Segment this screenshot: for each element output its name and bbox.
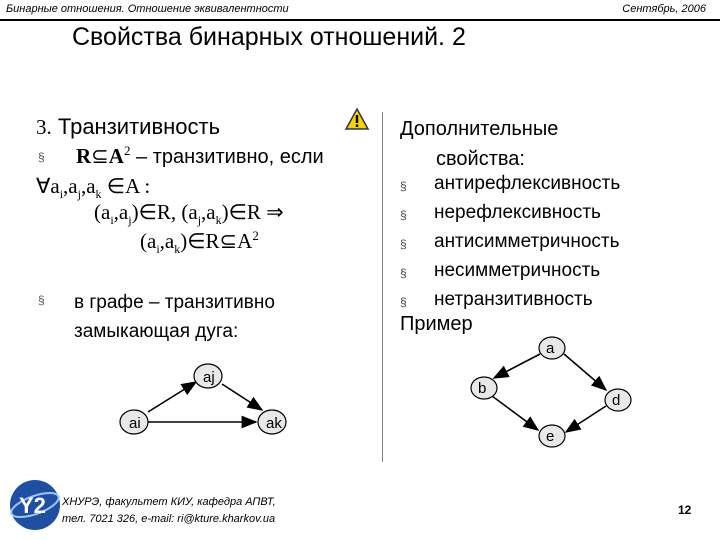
example-graph <box>460 332 650 452</box>
node-label-b: b <box>478 380 487 397</box>
bullet-marker: § <box>400 208 407 222</box>
transitivity-section-title <box>36 114 376 140</box>
slide-header <box>0 0 720 20</box>
bullet-marker: § <box>400 295 407 309</box>
transitive-graph <box>110 358 310 438</box>
header-topic: Бинарные отношения. Отношение эквивалентности <box>6 3 289 15</box>
edge-ai-aj <box>148 382 196 412</box>
bullet-marker: § <box>400 237 407 251</box>
edge-d-e <box>566 406 606 432</box>
node-label-ak: ak <box>266 415 282 432</box>
edge-a-b <box>494 354 540 378</box>
quantifier-line: $\forall a_i,a_j,a_k$ ∈A : <box>36 174 151 202</box>
conclusion-line: $(a_i,a_k)\in R⊆A^2$ <box>140 228 259 257</box>
node-label-d: d <box>612 392 621 409</box>
header-date: Сентябрь, 2006 <box>622 3 706 15</box>
page-number: 12 <box>678 503 692 517</box>
section-name: Транзитивность <box>57 114 221 139</box>
property-item: нерефлексивность <box>434 202 601 223</box>
column-divider <box>382 112 383 462</box>
definition-line: $R⊆A^2$ – транзитивно, если <box>76 143 324 168</box>
property-item: антирефлексивность <box>434 173 621 194</box>
edge-b-e <box>492 396 538 430</box>
edge-a-d <box>564 354 606 390</box>
property-item: нетранзитивность <box>434 289 593 310</box>
property-item: несимметричность <box>434 260 601 281</box>
slide-title: Свойства бинарных отношений. 2 <box>72 23 466 51</box>
university-logo <box>8 478 62 532</box>
bullet-marker: § <box>400 179 407 193</box>
property-item: антисимметричность <box>434 231 620 252</box>
node-label-a: a <box>546 340 555 357</box>
node-label-aj: aj <box>203 369 215 386</box>
condition-line: $(a_i,a_j)\in R$, $(a_j,a_k)\in R$ ⇒ <box>94 200 284 228</box>
warning-icon <box>344 107 370 131</box>
section-number: 3. <box>36 115 52 139</box>
edge-aj-ak <box>222 384 262 410</box>
bullet-marker: § <box>38 150 45 164</box>
bullet-marker: § <box>400 266 407 280</box>
node-label-ai: ai <box>129 415 141 432</box>
example-label: Пример <box>400 313 473 335</box>
graph-description: в графе – транзитивно замыкающая дуга: <box>74 292 275 342</box>
additional-properties-title: Дополнительные свойства: <box>400 118 559 170</box>
node-label-e: e <box>546 428 555 445</box>
logo-text: Y2 <box>19 493 46 518</box>
footer-contacts: ХНУРЭ, факультет КИУ, кафедра АПВТ, тел. 7021 326, e-mail: ri@kture.kharkov.ua <box>62 496 276 525</box>
header-rule <box>0 19 720 21</box>
bullet-marker: § <box>38 293 45 307</box>
